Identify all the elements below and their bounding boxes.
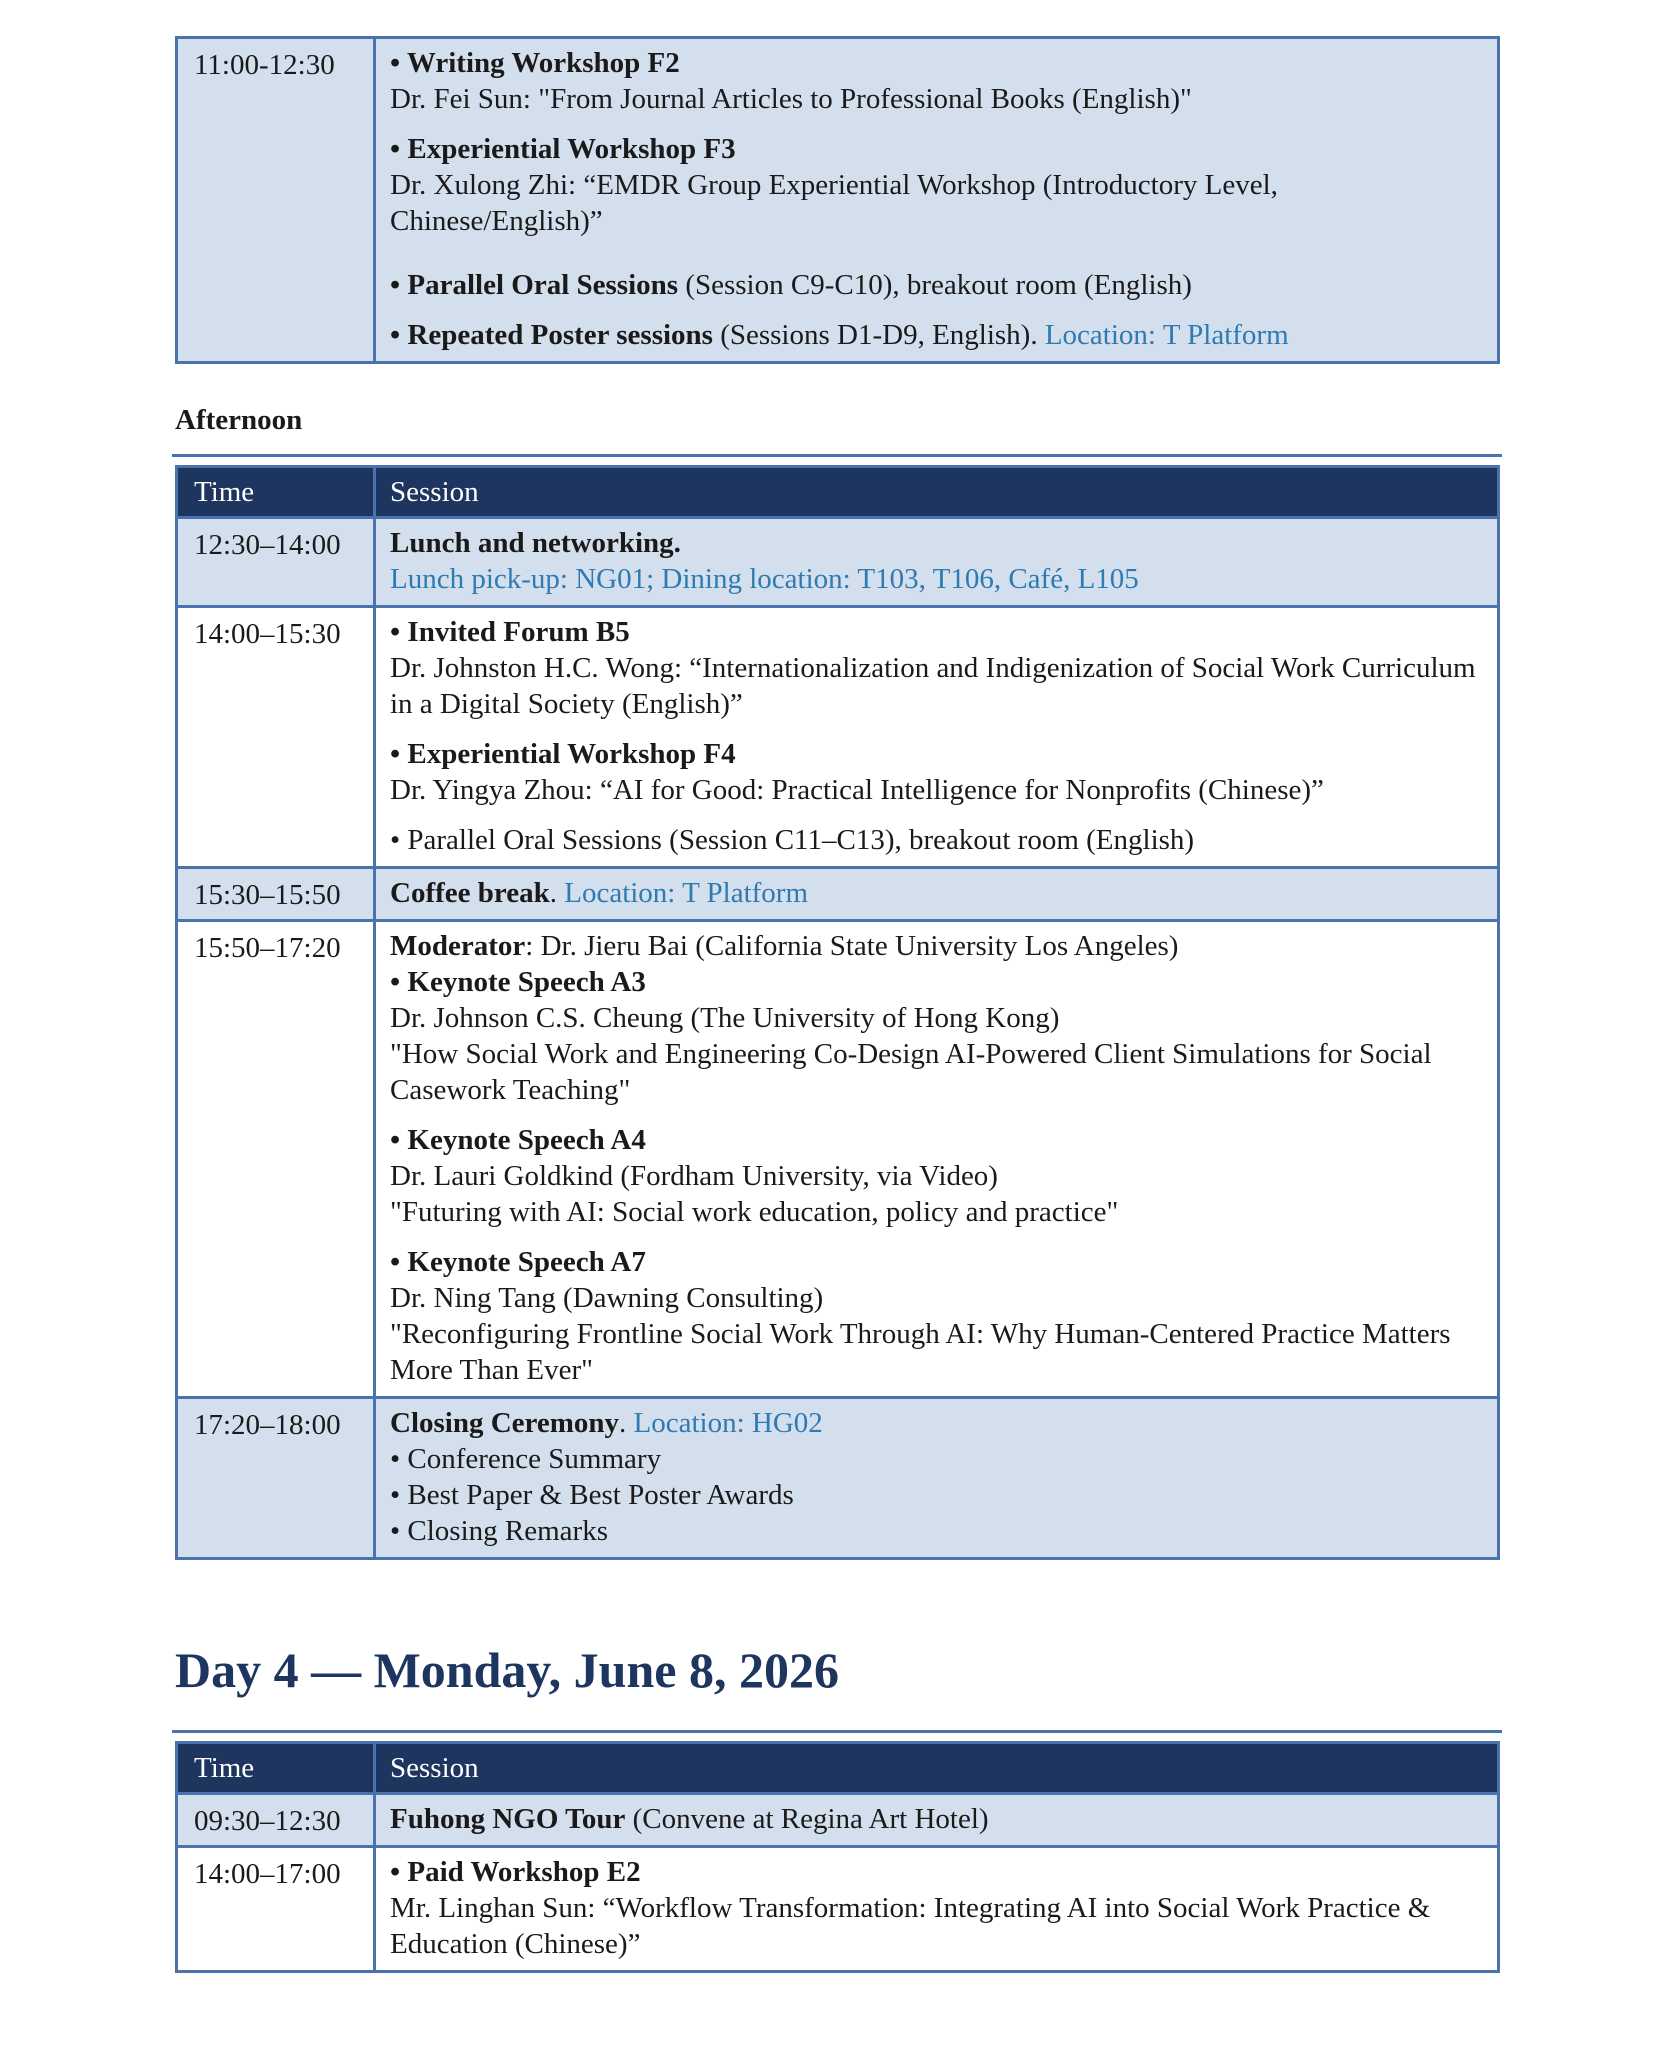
session-title: Lunch and networking. [390, 527, 681, 559]
talk-title: "Futuring with AI: Social work education, policy and practice" [390, 1196, 1119, 1228]
moderator-name: : Dr. Jieru Bai (California State University Los Angeles) [525, 930, 1179, 962]
session-title: • Invited Forum B5 [390, 616, 630, 648]
session-title: • Keynote Speech A7 [390, 1246, 646, 1278]
session-cell [375, 868, 1499, 921]
session-cell [375, 1794, 1499, 1847]
session-detail: (Session C9-C10), breakout room (English) [678, 269, 1192, 301]
session-title: • Paid Workshop E2 [390, 1856, 641, 1888]
session-detail: • Parallel Oral Sessions (Session C11–C13), breakout room (English) [390, 824, 1195, 856]
moderator-label: Moderator [390, 930, 526, 962]
session-title: • Keynote Speech A4 [390, 1124, 646, 1156]
speaker: Dr. Johnson C.S. Cheung (The University of Hong Kong) [390, 1002, 1060, 1034]
table-header [177, 1743, 1499, 1794]
session-title: • Experiential Workshop F4 [390, 738, 736, 770]
separator: . [619, 1407, 634, 1439]
time-cell: 09:30–12:30 [177, 1794, 375, 1847]
session-column-header: Session [375, 1743, 1499, 1794]
time-cell: 14:00–15:30 [177, 607, 375, 868]
session-detail: (Convene at Regina Art Hotel) [625, 1803, 989, 1835]
time-cell: 15:30–15:50 [177, 868, 375, 921]
session-column-header: Session [375, 467, 1499, 518]
session-cell [375, 607, 1499, 868]
table-row [177, 518, 1499, 607]
location-link[interactable]: Location: T Platform [1044, 319, 1289, 351]
separator: . [549, 877, 565, 909]
location-link[interactable]: Lunch pick-up: NG01; Dining location: T103, T106, Café, L105 [390, 563, 1139, 595]
session-title: Coffee break [390, 877, 550, 909]
afternoon-schedule-table [175, 465, 1500, 1560]
schedule-page [175, 36, 1500, 1973]
session-detail: • Best Paper & Best Poster Awards [390, 1479, 794, 1511]
day4-heading: Day 4 — Monday, June 8, 2026 [175, 1642, 839, 1698]
session-cell [375, 1398, 1499, 1559]
table-row [177, 1794, 1499, 1847]
afternoon-heading: Afternoon [175, 404, 303, 436]
time-column-header: Time [177, 1743, 375, 1794]
talk-title: "Reconfiguring Frontline Social Work Through AI: Why Human-Centered Practice Matters More Than Ever" [390, 1318, 1451, 1386]
session-detail: Mr. Linghan Sun: “Workflow Transformation: Integrating AI into Social Work Practice & Education (Chinese)” [390, 1892, 1431, 1960]
session-detail: Dr. Fei Sun: "From Journal Articles to Professional Books (English)" [390, 83, 1192, 115]
session-cell [375, 518, 1499, 607]
table-header [177, 467, 1499, 518]
session-title: • Keynote Speech A3 [390, 966, 646, 998]
time-cell: 17:20–18:00 [177, 1398, 375, 1559]
session-detail: • Closing Remarks [390, 1515, 608, 1547]
session-detail: Dr. Yingya Zhou: “AI for Good: Practical Intelligence for Nonprofits (Chinese)” [390, 774, 1324, 806]
session-title: Closing Ceremony [390, 1407, 620, 1439]
session-cell [375, 38, 1499, 363]
table-row [177, 38, 1499, 363]
time-cell: 11:00-12:30 [177, 38, 375, 363]
session-cell [375, 921, 1499, 1398]
time-column-header: Time [177, 467, 375, 518]
session-detail: • Conference Summary [390, 1443, 662, 1475]
session-title: Fuhong NGO Tour [390, 1803, 626, 1835]
table-row [177, 1847, 1499, 1972]
time-cell: 14:00–17:00 [177, 1847, 375, 1972]
day4-schedule-table [175, 1741, 1500, 1973]
session-detail: Dr. Xulong Zhi: “EMDR Group Experiential Workshop (Introductory Level, Chinese/English)” [390, 169, 1278, 237]
table-row [177, 921, 1499, 1398]
time-cell: 12:30–14:00 [177, 518, 375, 607]
session-cell [375, 1847, 1499, 1972]
morning-schedule-table [175, 36, 1500, 364]
session-title: • Experiential Workshop F3 [390, 133, 736, 165]
speaker: Dr. Ning Tang (Dawning Consulting) [390, 1282, 824, 1314]
session-title: • Writing Workshop F2 [390, 47, 680, 79]
speaker: Dr. Lauri Goldkind (Fordham University, via Video) [390, 1160, 998, 1192]
table-row [177, 1398, 1499, 1559]
session-detail: Dr. Johnston H.C. Wong: “Internationalization and Indigenization of Social Work Curriculum in a Digital Society (English)” [390, 652, 1476, 720]
table-row [177, 607, 1499, 868]
session-title: • Parallel Oral Sessions [390, 269, 679, 301]
session-detail: (Sessions D1-D9, English). [712, 319, 1045, 351]
time-cell: 15:50–17:20 [177, 921, 375, 1398]
session-title: • Repeated Poster sessions [390, 319, 713, 351]
location-link[interactable]: Location: T Platform [564, 877, 809, 909]
talk-title: "How Social Work and Engineering Co-Design AI-Powered Client Simulations for Social Casework Teaching" [390, 1038, 1432, 1106]
table-row [177, 868, 1499, 921]
location-link[interactable]: Location: HG02 [633, 1407, 823, 1439]
